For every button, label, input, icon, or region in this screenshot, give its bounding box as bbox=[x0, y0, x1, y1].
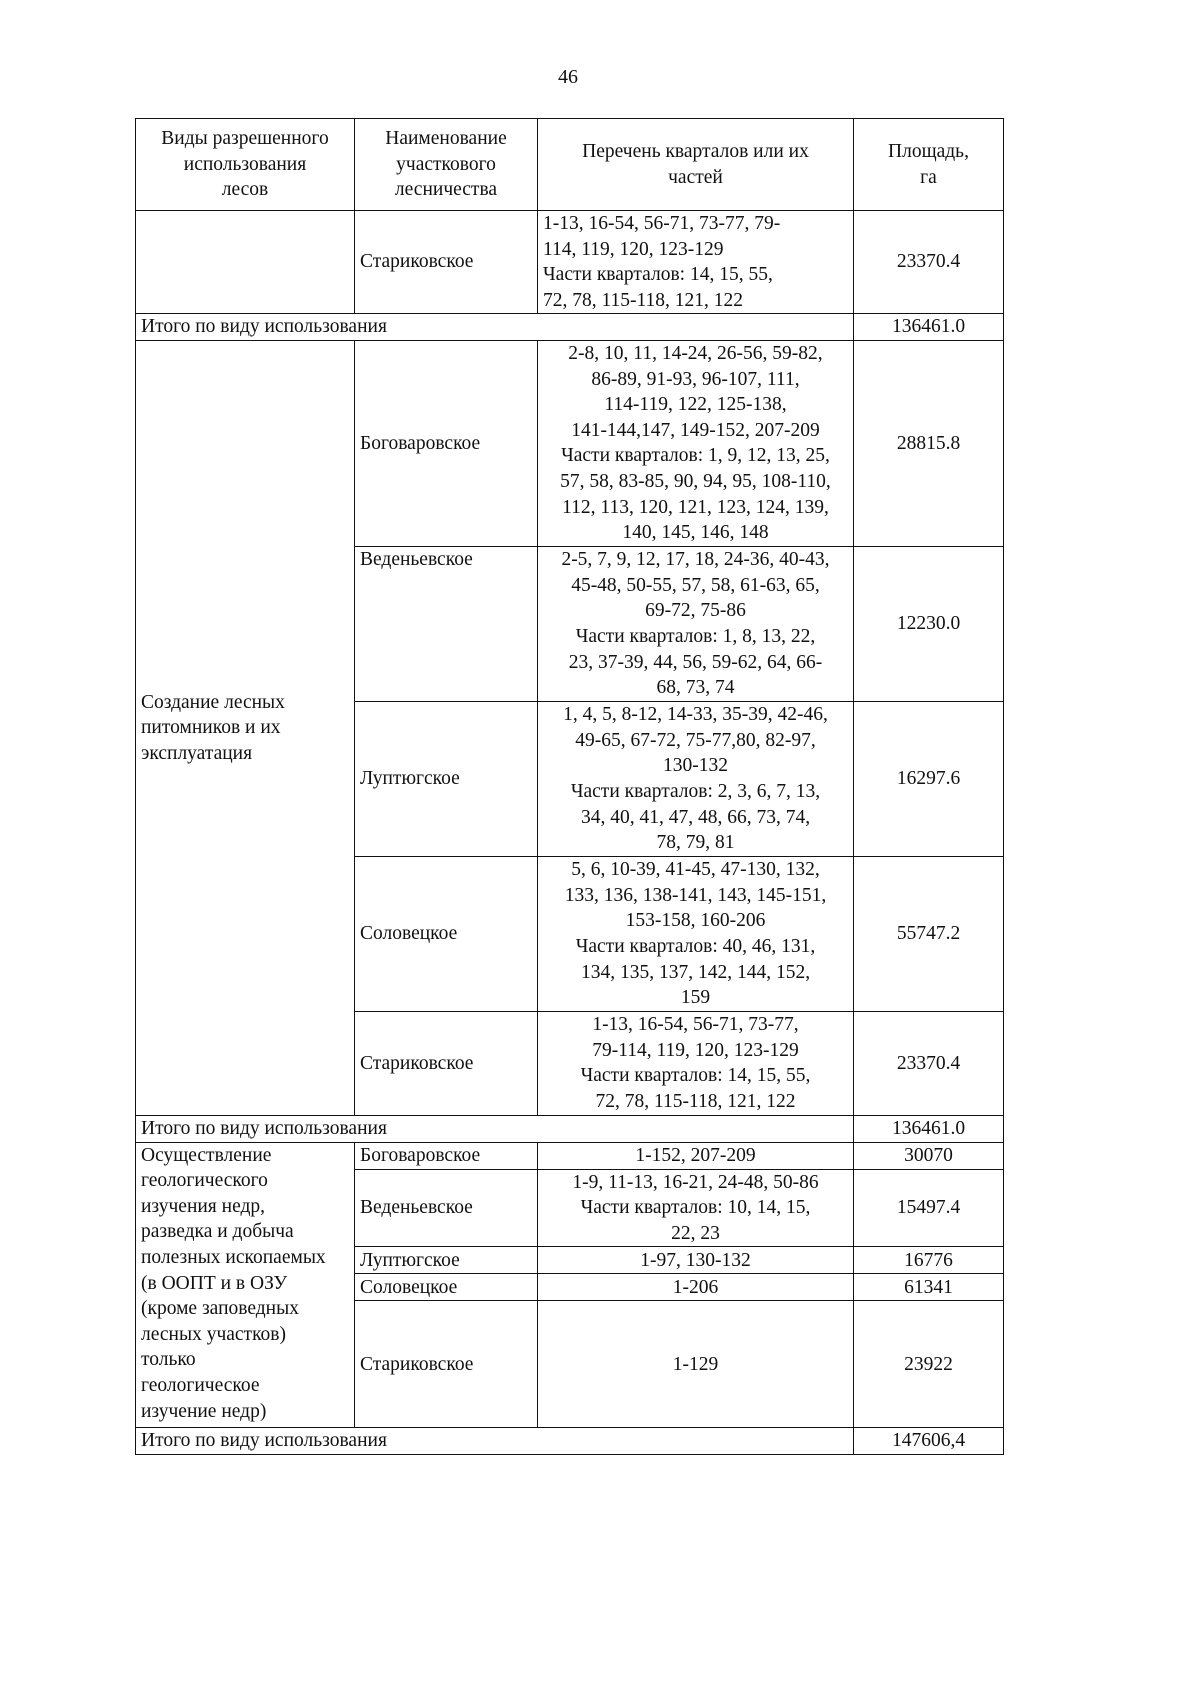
quarters-line: 2-5, 7, 9, 12, 17, 18, 24-36, 40-43, bbox=[561, 549, 830, 571]
use-type-line: Осуществление bbox=[141, 1144, 272, 1166]
quarters-line: 1-9, 11-13, 16-21, 24-48, 50-86 bbox=[572, 1171, 819, 1193]
quarters-cell bbox=[538, 1011, 854, 1115]
header-line: Наименование bbox=[385, 128, 507, 150]
quarters-line: 114-119, 122, 125-138, bbox=[604, 394, 787, 416]
district-cell: Луптюгское bbox=[355, 701, 538, 856]
header-line: га bbox=[920, 166, 937, 188]
district-cell: Веденьевское bbox=[355, 546, 538, 701]
area-cell: 61341 bbox=[854, 1274, 1004, 1301]
total-row bbox=[136, 1428, 1004, 1455]
table-row bbox=[136, 1142, 1004, 1169]
use-type-line: лесных участков) bbox=[141, 1323, 287, 1345]
quarters-line: 34, 40, 41, 47, 48, 66, 73, 74, bbox=[580, 806, 811, 828]
header-line: Виды разрешенного bbox=[161, 128, 329, 150]
quarters-cell bbox=[538, 1169, 854, 1247]
header-line: участкового bbox=[396, 153, 496, 175]
quarters-line: 78, 79, 81 bbox=[656, 832, 735, 854]
quarters-line: Части кварталов: 14, 15, 55, bbox=[543, 264, 773, 286]
quarters-line: 133, 136, 138-141, 143, 145-151, bbox=[564, 884, 827, 906]
district-cell: Стариковское bbox=[355, 1011, 538, 1115]
table-header-row bbox=[136, 119, 1004, 211]
quarters-line: 45-48, 50-55, 57, 58, 61-63, 65, bbox=[571, 574, 820, 596]
total-value: 147606,4 bbox=[854, 1428, 1004, 1455]
total-row bbox=[136, 1115, 1004, 1142]
quarters-line: 57, 58, 83-85, 90, 94, 95, 108-110, bbox=[560, 471, 831, 493]
use-type-line: изучение недр) bbox=[141, 1400, 267, 1422]
total-label: Итого по виду использования bbox=[136, 1428, 854, 1455]
use-type-line: Создание лесных bbox=[141, 691, 285, 713]
header-district bbox=[355, 119, 538, 211]
area-cell: 23370.4 bbox=[854, 1011, 1004, 1115]
use-type-line: эксплуатация bbox=[141, 742, 253, 764]
quarters-line: 114, 119, 120, 123-129 bbox=[543, 238, 724, 260]
page-number: 46 bbox=[558, 66, 578, 88]
quarters-line: 22, 23 bbox=[671, 1222, 720, 1244]
quarters-line: 72, 78, 115-118, 121, 122 bbox=[543, 289, 744, 311]
quarters-line: 1-13, 16-54, 56-71, 73-77, bbox=[592, 1014, 799, 1036]
quarters-line: 23, 37-39, 44, 56, 59-62, 64, 66- bbox=[568, 651, 823, 673]
area-cell: 23370.4 bbox=[854, 211, 1004, 314]
quarters-cell bbox=[538, 546, 854, 701]
quarters-cell bbox=[538, 701, 854, 856]
header-line: лесничества bbox=[394, 179, 498, 201]
quarters-line: 1-97, 130-132 bbox=[640, 1249, 751, 1271]
district-cell: Боговаровское bbox=[355, 1142, 538, 1169]
quarters-line: Части кварталов: 2, 3, 6, 7, 13, bbox=[570, 780, 821, 802]
quarters-line: Части кварталов: 1, 8, 13, 22, bbox=[575, 625, 816, 647]
quarters-line: 5, 6, 10-39, 41-45, 47-130, 132, bbox=[571, 859, 820, 881]
quarters-line: 1-206 bbox=[672, 1276, 719, 1298]
header-line: частей bbox=[668, 166, 723, 188]
quarters-line: 112, 113, 120, 121, 123, 124, 139, bbox=[562, 496, 829, 518]
quarters-line: Части кварталов: 10, 14, 15, bbox=[580, 1197, 811, 1219]
quarters-cell bbox=[538, 1274, 854, 1301]
quarters-cell bbox=[538, 1301, 854, 1428]
header-line: использования bbox=[183, 153, 307, 175]
district-cell: Веденьевское bbox=[355, 1169, 538, 1247]
use-type-cell bbox=[136, 340, 355, 1115]
use-type-line: (кроме заповедных bbox=[141, 1298, 299, 1320]
area-cell: 16776 bbox=[854, 1247, 1004, 1274]
quarters-line: Части кварталов: 14, 15, 55, bbox=[580, 1065, 811, 1087]
total-label: Итого по виду использования bbox=[136, 1115, 854, 1142]
area-cell: 30070 bbox=[854, 1142, 1004, 1169]
use-type-line: геологического bbox=[141, 1170, 268, 1192]
use-type-line: разведка и добыча bbox=[141, 1221, 294, 1243]
quarters-line: Части кварталов: 40, 46, 131, bbox=[575, 935, 816, 957]
quarters-line: 49-65, 67-72, 75-77,80, 82-97, bbox=[575, 729, 816, 751]
total-label: Итого по виду использования bbox=[136, 314, 854, 341]
table-row bbox=[136, 211, 1004, 314]
area-cell: 16297.6 bbox=[854, 701, 1004, 856]
quarters-line: 1-13, 16-54, 56-71, 73-77, 79- bbox=[543, 213, 781, 234]
header-use-type bbox=[136, 119, 355, 211]
quarters-line: 79-114, 119, 120, 123-129 bbox=[592, 1039, 799, 1061]
quarters-line: 1-129 bbox=[672, 1353, 719, 1375]
quarters-cell bbox=[538, 211, 854, 314]
total-row bbox=[136, 314, 1004, 341]
header-line: Перечень кварталов или их bbox=[582, 140, 809, 162]
use-type-line: питомников и их bbox=[141, 717, 281, 739]
use-type-line: геологическое bbox=[141, 1374, 260, 1396]
district-cell: Стариковское bbox=[355, 211, 538, 314]
use-type-line: полезных ископаемых bbox=[141, 1246, 326, 1268]
use-type-line: (в ООПТ и в ОЗУ bbox=[141, 1272, 288, 1294]
quarters-line: 68, 73, 74 bbox=[656, 677, 735, 699]
quarters-line: Части кварталов: 1, 9, 12, 13, 25, bbox=[561, 445, 830, 467]
quarters-line: 130-132 bbox=[663, 755, 728, 777]
total-value: 136461.0 bbox=[854, 1115, 1004, 1142]
use-type-line: только bbox=[141, 1349, 196, 1371]
quarters-line: 159 bbox=[680, 987, 711, 1009]
quarters-line: 134, 135, 137, 142, 144, 152, bbox=[580, 961, 811, 983]
district-cell: Боговаровское bbox=[355, 340, 538, 546]
quarters-cell bbox=[538, 856, 854, 1011]
quarters-line: 86-89, 91-93, 96-107, 111, bbox=[591, 368, 800, 390]
use-type-cell bbox=[136, 1142, 355, 1428]
area-cell: 12230.0 bbox=[854, 546, 1004, 701]
header-area bbox=[854, 119, 1004, 211]
quarters-line: 1-152, 207-209 bbox=[635, 1144, 756, 1166]
quarters-line: 1, 4, 5, 8-12, 14-33, 35-39, 42-46, bbox=[563, 704, 828, 726]
quarters-line: 141-144,147, 149-152, 207-209 bbox=[571, 419, 820, 441]
district-cell: Соловецкое bbox=[355, 856, 538, 1011]
header-quarters bbox=[538, 119, 854, 211]
district-cell: Стариковское bbox=[355, 1301, 538, 1428]
quarters-cell bbox=[538, 1142, 854, 1169]
header-line: лесов bbox=[221, 179, 269, 201]
quarters-line: 72, 78, 115-118, 121, 122 bbox=[595, 1091, 796, 1113]
use-type-line: изучения недр, bbox=[141, 1195, 266, 1217]
quarters-cell bbox=[538, 1247, 854, 1274]
table-row bbox=[136, 340, 1004, 546]
area-cell: 15497.4 bbox=[854, 1169, 1004, 1247]
use-type-cell bbox=[136, 211, 355, 314]
area-cell: 55747.2 bbox=[854, 856, 1004, 1011]
quarters-line: 2-8, 10, 11, 14-24, 26-56, 59-82, bbox=[568, 343, 823, 365]
quarters-line: 69-72, 75-86 bbox=[645, 600, 746, 622]
district-cell: Луптюгское bbox=[355, 1247, 538, 1274]
district-cell: Соловецкое bbox=[355, 1274, 538, 1301]
forest-use-table bbox=[135, 118, 1004, 1455]
quarters-line: 140, 145, 146, 148 bbox=[622, 522, 769, 544]
area-cell: 23922 bbox=[854, 1301, 1004, 1428]
header-line: Площадь, bbox=[888, 140, 969, 162]
quarters-line: 153-158, 160-206 bbox=[625, 910, 766, 932]
total-value: 136461.0 bbox=[854, 314, 1004, 341]
quarters-cell bbox=[538, 340, 854, 546]
area-cell: 28815.8 bbox=[854, 340, 1004, 546]
